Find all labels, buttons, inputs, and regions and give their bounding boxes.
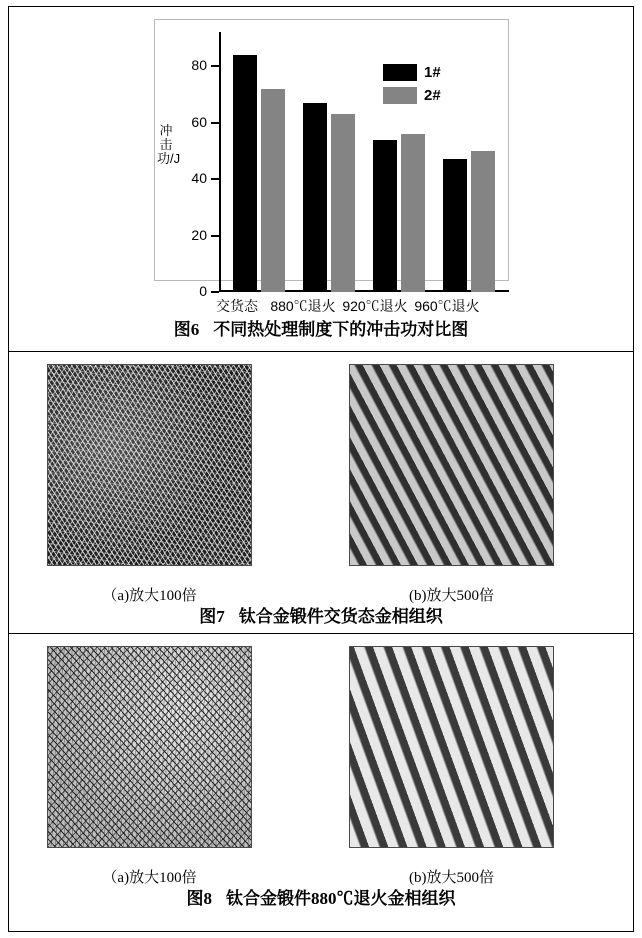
bar-series2-cat3 bbox=[471, 151, 495, 292]
bar-series1-cat2 bbox=[373, 140, 397, 292]
x-tick-label-0: 交货态 bbox=[216, 298, 258, 314]
legend-swatch-series2 bbox=[383, 87, 417, 104]
figure-7-number: 图7 bbox=[199, 607, 225, 626]
figure-7-caption bbox=[9, 602, 633, 627]
micrograph-7b-label: (b)放大500倍 bbox=[409, 588, 494, 604]
page-border bbox=[8, 6, 634, 932]
figure-6-caption bbox=[9, 315, 633, 340]
figure-7-title: 钛合金锻件交货态金相组织 bbox=[238, 607, 443, 626]
legend-item-1 bbox=[383, 87, 441, 104]
figure-8-title: 钛合金锻件880℃退火金相组织 bbox=[226, 889, 456, 908]
y-tick-60: 60 bbox=[211, 122, 219, 124]
figure-6-title: 不同热处理制度下的冲击功对比图 bbox=[213, 320, 469, 339]
bar-series2-cat2 bbox=[401, 134, 425, 292]
legend-label-series1: 1# bbox=[424, 64, 441, 81]
x-tick-label-2: 920℃退火 bbox=[342, 298, 408, 314]
bar-group-0 bbox=[227, 32, 293, 292]
bar-group-3 bbox=[437, 32, 503, 292]
figure-8-images bbox=[9, 646, 633, 886]
micrograph-7a-texture bbox=[48, 365, 251, 565]
legend-label-series2: 2# bbox=[424, 87, 441, 104]
legend-item-0 bbox=[383, 64, 441, 81]
micrograph-7a-label: （a)放大100倍 bbox=[102, 588, 197, 604]
bar-series1-cat3 bbox=[443, 159, 467, 292]
figure-6-number: 图6 bbox=[173, 320, 200, 339]
chart-legend bbox=[383, 64, 441, 110]
micrograph-7b bbox=[349, 364, 554, 566]
figure-8-caption bbox=[9, 884, 633, 909]
bar-series2-cat0 bbox=[261, 89, 285, 292]
figure-6 bbox=[9, 7, 633, 351]
bar-series1-cat1 bbox=[303, 103, 327, 292]
y-tick-40: 40 bbox=[211, 178, 219, 180]
chart-plot-frame bbox=[154, 19, 509, 314]
bar-groups bbox=[221, 32, 509, 292]
micrograph-8a-label: （a)放大100倍 bbox=[102, 870, 197, 886]
figure-7-images bbox=[9, 364, 633, 604]
figure-8-number: 图8 bbox=[186, 889, 212, 908]
y-tick-20: 20 bbox=[211, 235, 219, 237]
micrograph-8a bbox=[47, 646, 252, 848]
micrograph-8b-texture bbox=[350, 647, 553, 847]
micrograph-7b-texture bbox=[350, 365, 553, 565]
figure-8 bbox=[9, 634, 633, 915]
micrograph-8b bbox=[349, 646, 554, 848]
x-tick-label-1: 880℃退火 bbox=[270, 298, 336, 314]
y-tick-0: 0 bbox=[211, 291, 219, 293]
bar-series1-cat0 bbox=[233, 55, 257, 292]
y-tick-80: 80 bbox=[211, 65, 219, 67]
bar-group-1 bbox=[297, 32, 363, 292]
micrograph-8b-label: (b)放大500倍 bbox=[409, 870, 494, 886]
micrograph-7a bbox=[47, 364, 252, 566]
bar-series2-cat1 bbox=[331, 114, 355, 292]
y-axis-label: 冲击功/J bbox=[157, 123, 181, 166]
x-tick-label-3: 960℃退火 bbox=[414, 298, 480, 314]
figure-7 bbox=[9, 352, 633, 633]
legend-swatch-series1 bbox=[383, 64, 417, 81]
micrograph-8a-texture bbox=[48, 647, 251, 847]
